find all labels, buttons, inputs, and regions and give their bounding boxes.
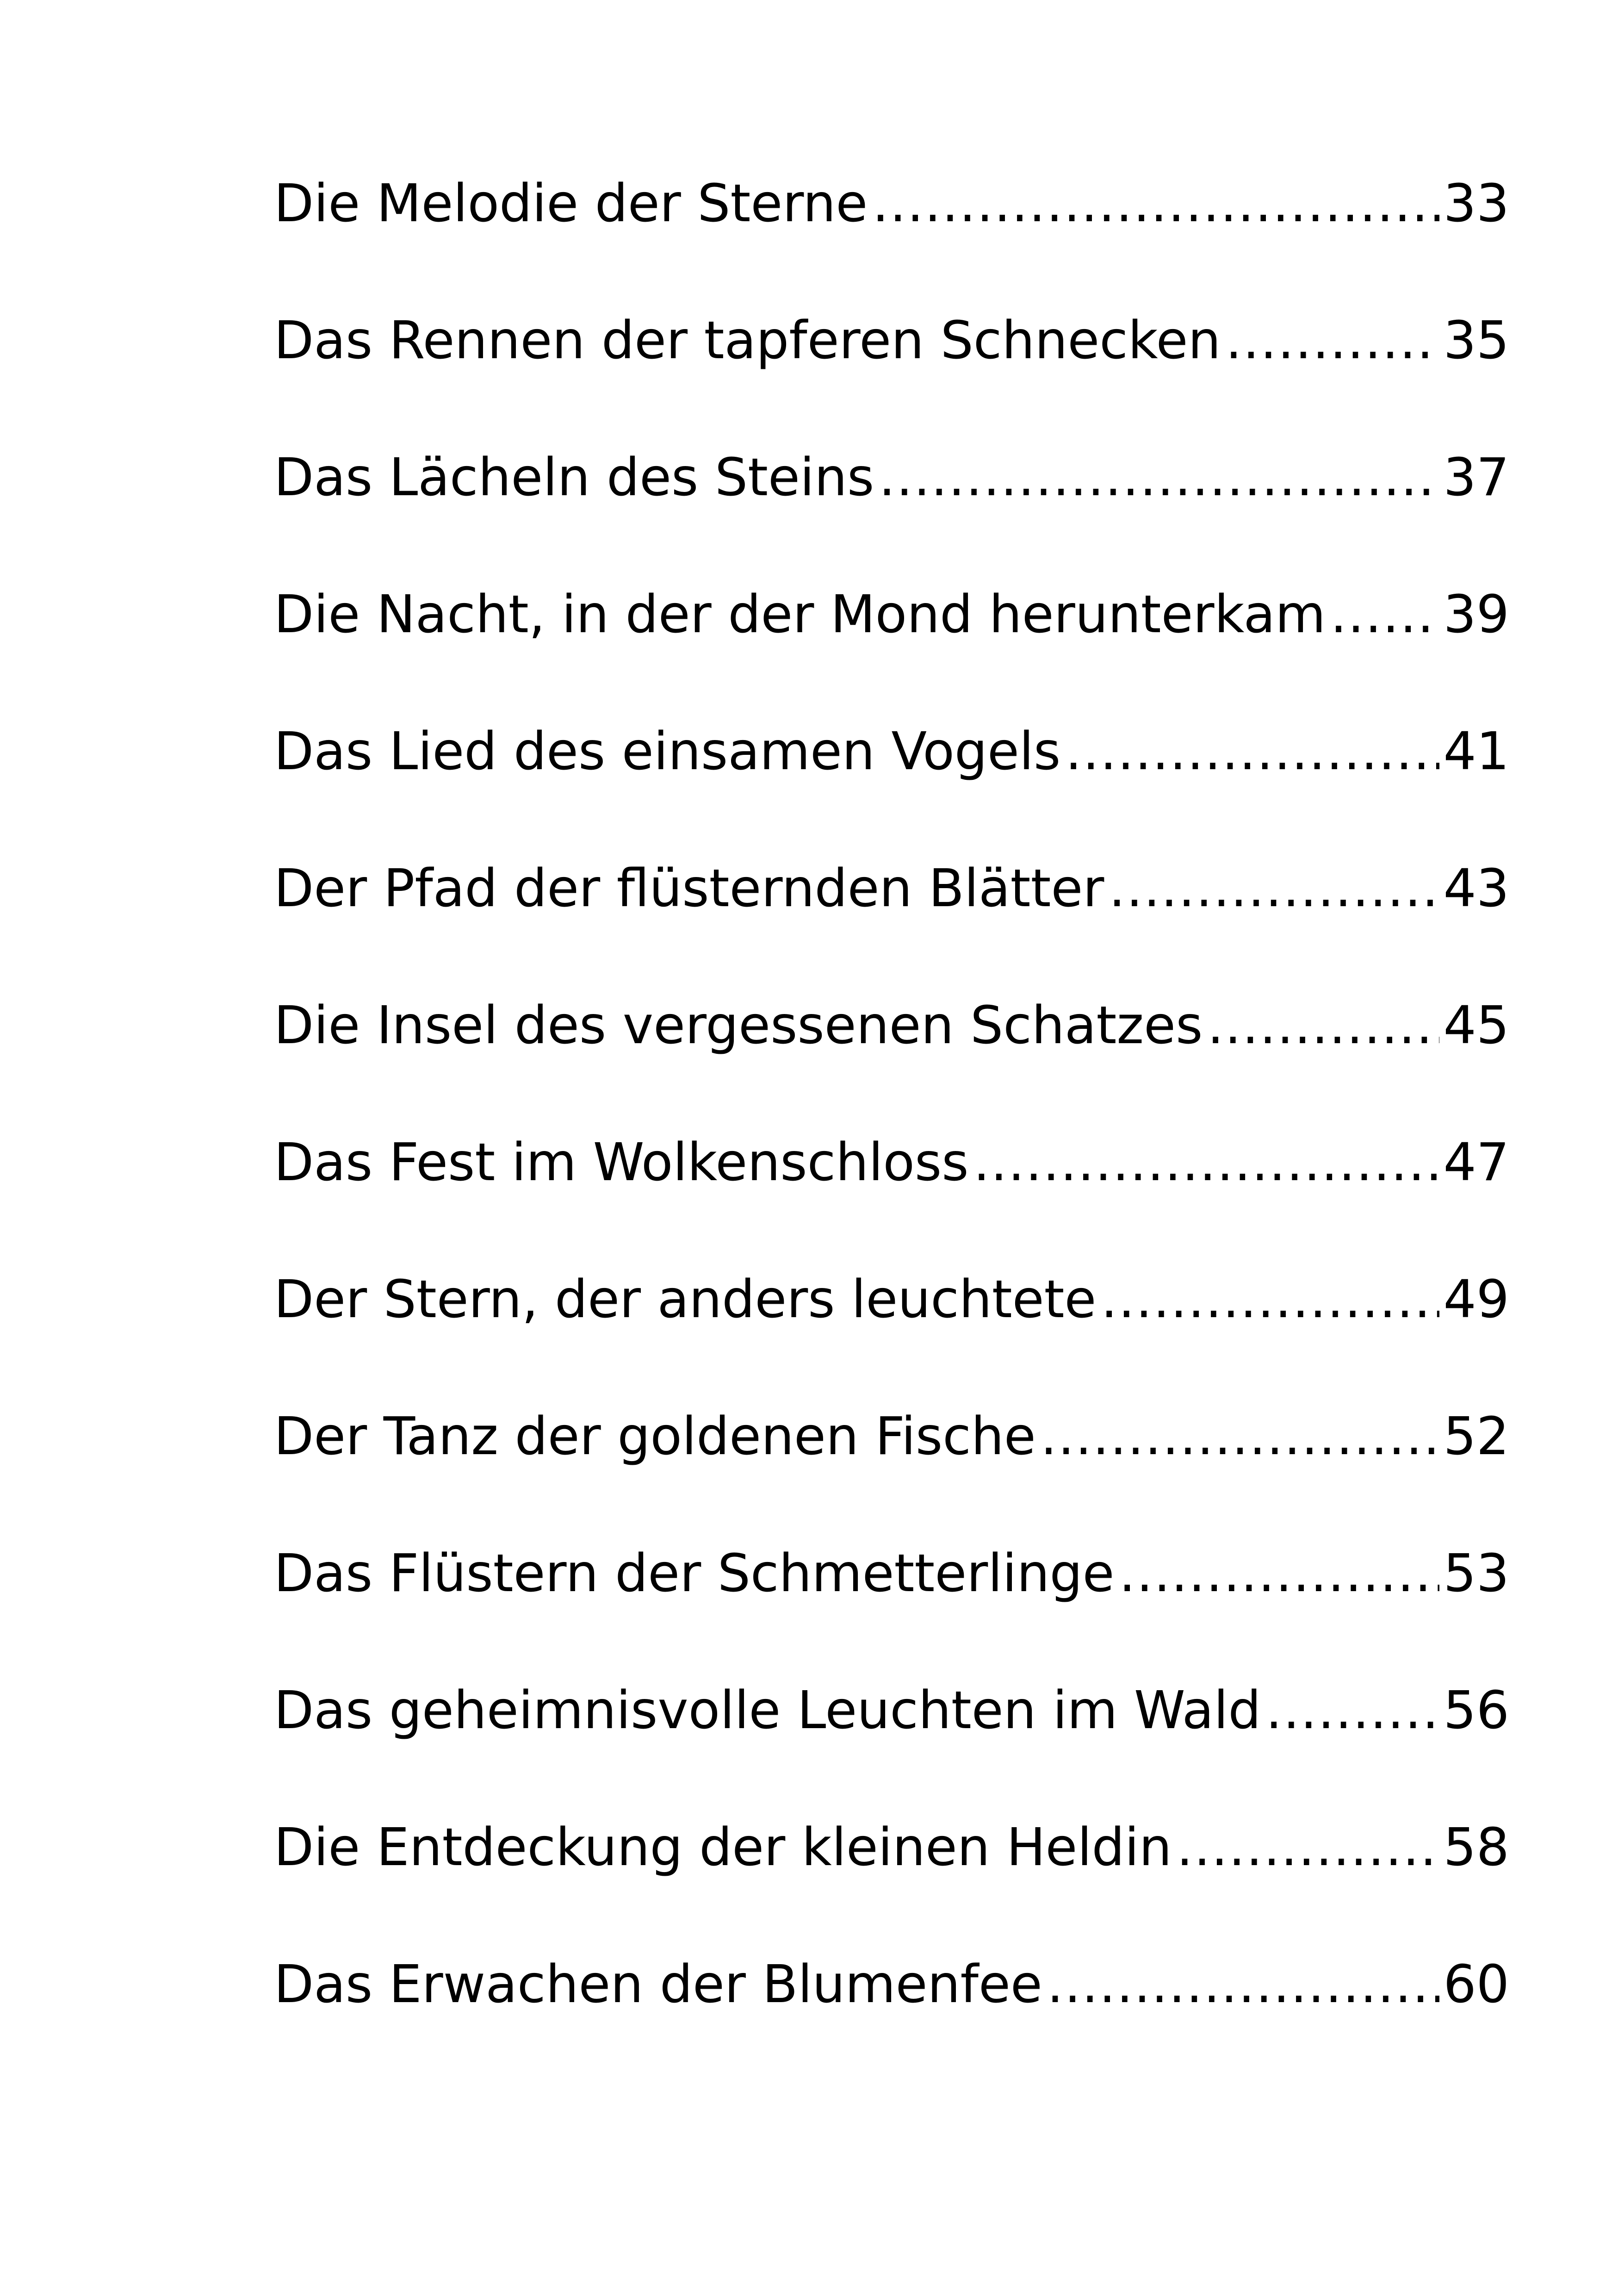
toc-dot-leader [879, 441, 1439, 515]
toc-entry[interactable] [274, 441, 1509, 578]
toc-page-number: 49 [1443, 1269, 1509, 1330]
table-of-contents [274, 167, 1509, 2084]
toc-entry[interactable] [274, 1263, 1509, 1400]
toc-entry-title: Die Melodie der Sterne [274, 174, 868, 234]
toc-entry-title: Das Erwachen der Blumenfee [274, 1954, 1042, 2015]
toc-entry[interactable] [274, 989, 1509, 1126]
toc-page-number: 58 [1443, 1817, 1509, 1878]
toc-page-number: 43 [1443, 859, 1509, 919]
toc-dot-leader [1330, 578, 1439, 652]
toc-entry-title: Das Lächeln des Steins [274, 448, 874, 508]
toc-dot-leader [1041, 1400, 1440, 1474]
toc-page-number: 41 [1443, 722, 1509, 782]
toc-page-number: 56 [1443, 1680, 1509, 1741]
toc-dot-leader [1047, 1948, 1440, 2022]
toc-dot-leader [1101, 1263, 1439, 1337]
toc-page-number: 52 [1443, 1406, 1509, 1467]
toc-entry[interactable] [274, 852, 1509, 989]
toc-entry[interactable] [274, 1126, 1509, 1263]
toc-entry[interactable] [274, 1674, 1509, 1811]
toc-entry-title: Der Pfad der flüsternden Blätter [274, 859, 1104, 919]
toc-dot-leader [1207, 989, 1439, 1063]
toc-dot-leader [1109, 852, 1439, 926]
toc-entry[interactable] [274, 304, 1509, 441]
toc-entry[interactable] [274, 715, 1509, 852]
toc-page-number: 37 [1443, 448, 1509, 508]
toc-dot-leader [1065, 715, 1439, 789]
toc-entry[interactable] [274, 1811, 1509, 1948]
toc-entry-title: Das Flüstern der Schmetterlinge [274, 1543, 1115, 1604]
toc-page-number: 45 [1443, 996, 1509, 1056]
toc-page-number: 47 [1443, 1132, 1509, 1193]
toc-entry[interactable] [274, 1537, 1509, 1674]
toc-dot-leader [1119, 1537, 1440, 1611]
toc-entry-title: Das Fest im Wolkenschloss [274, 1132, 969, 1193]
toc-entry[interactable] [274, 167, 1509, 304]
toc-entry[interactable] [274, 1948, 1509, 2084]
toc-entry-title: Das Rennen der tapferen Schnecken [274, 311, 1221, 371]
toc-dot-leader [1265, 1674, 1439, 1748]
toc-entry-title: Die Insel des vergessenen Schatzes [274, 996, 1203, 1056]
toc-entry-title: Das geheimnisvolle Leuchten im Wald [274, 1680, 1261, 1741]
toc-page-number: 35 [1443, 311, 1509, 371]
toc-page-number: 60 [1443, 1954, 1509, 2015]
toc-dot-leader [973, 1126, 1440, 1200]
toc-page-number: 53 [1443, 1543, 1509, 1604]
toc-dot-leader [1177, 1811, 1440, 1885]
toc-entry-title: Die Nacht, in der der Mond herunterkam [274, 585, 1326, 645]
toc-entry[interactable] [274, 1400, 1509, 1537]
toc-entry-title: Der Tanz der goldenen Fische [274, 1406, 1036, 1467]
toc-dot-leader [872, 167, 1439, 241]
toc-entry[interactable] [274, 578, 1509, 715]
toc-dot-leader [1226, 304, 1440, 378]
toc-entry-title: Der Stern, der anders leuchtete [274, 1269, 1097, 1330]
toc-entry-title: Das Lied des einsamen Vogels [274, 722, 1061, 782]
toc-page-number: 33 [1443, 174, 1509, 234]
toc-entry-title: Die Entdeckung der kleinen Heldin [274, 1817, 1172, 1878]
toc-page-number: 39 [1443, 585, 1509, 645]
